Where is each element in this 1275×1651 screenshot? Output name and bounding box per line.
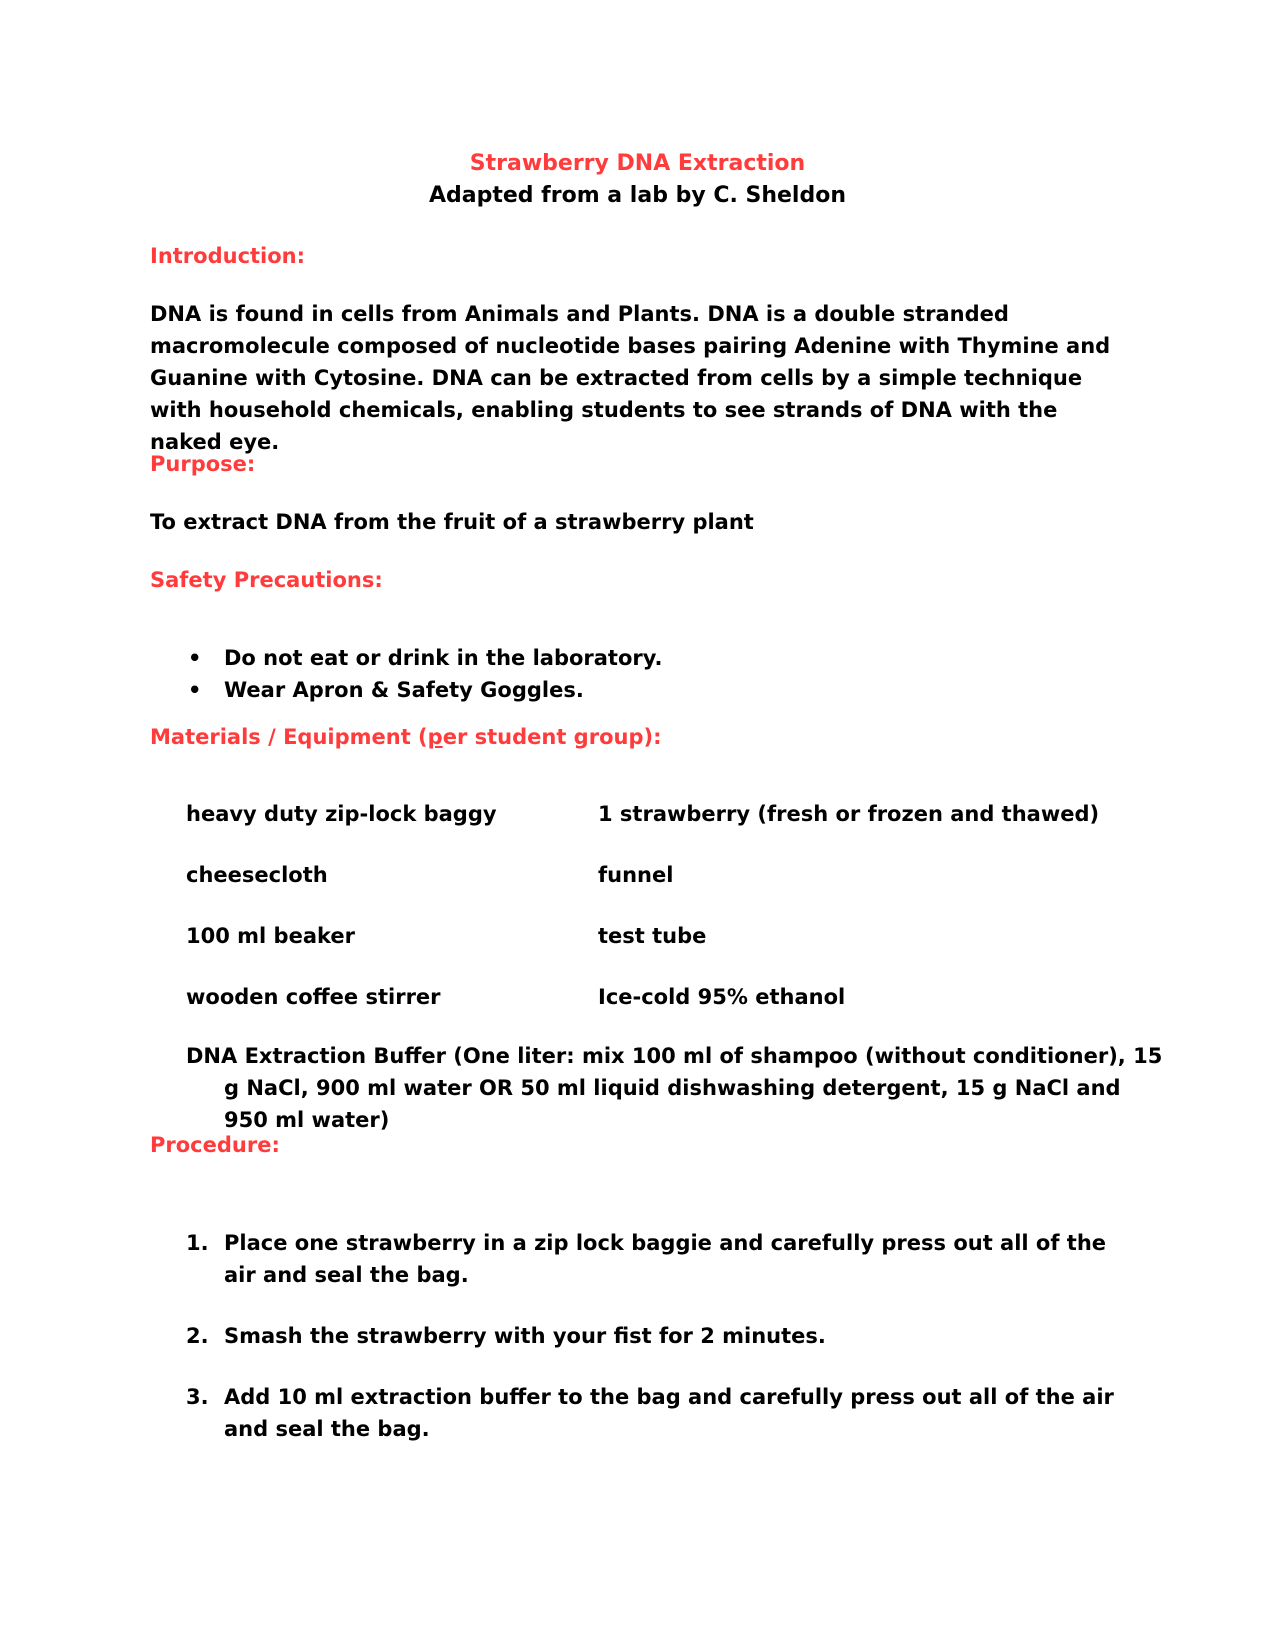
materials-heading (150, 722, 661, 752)
step-number: 3. (186, 1385, 209, 1409)
materials-list (186, 798, 1136, 1042)
step-number: 2. (186, 1324, 209, 1348)
material-item: 1 strawberry (fresh or frozen and thawed) (598, 802, 1100, 826)
step-number: 1. (186, 1231, 209, 1255)
material-item: cheesecloth (186, 863, 328, 887)
step-text: Place one strawberry in a zip lock baggie and carefully press out all of the air and seal the bag. (224, 1231, 1107, 1287)
material-item: funnel (598, 863, 674, 887)
procedure-step (186, 1227, 1126, 1291)
safety-item (150, 642, 663, 674)
safety-item-text: Wear Apron & Safety Goggles. (224, 678, 584, 702)
procedure-heading: Procedure: (150, 1133, 280, 1157)
purpose-text: To extract DNA from the fruit of a strawberry plant (150, 510, 754, 534)
materials-row (186, 981, 1136, 1042)
step-text: Smash the strawberry with your fist for 2 minutes. (224, 1324, 826, 1348)
material-item: test tube (598, 924, 707, 948)
extraction-buffer-text: DNA Extraction Buffer (One liter: mix 100 ml of shampoo (without conditioner), 15 g NaCl, 900 ml water OR 50 ml liquid dishwashing detergent, 15 g NaCl and 950 ml water) (186, 1044, 1163, 1132)
procedure-step (186, 1381, 1126, 1445)
document-subtitle: Adapted from a lab by C. Sheldon (428, 183, 847, 208)
materials-row (186, 798, 1136, 859)
materials-row (186, 859, 1136, 920)
materials-heading-part1: Materials / Equipment ( (150, 725, 428, 749)
material-item: 100 ml beaker (186, 924, 355, 948)
material-item: wooden coffee stirrer (186, 985, 441, 1009)
bullet-icon: • (188, 678, 202, 702)
purpose-heading: Purpose: (150, 452, 256, 476)
introduction-text: DNA is found in cells from Animals and Plants. DNA is a double stranded macromolecule composed of nucleotide bases pairing Adenine with Thymine and Guanine with Cytosine. DNA can be extracted from cells by a simple technique with household chemicals, enabling students to see strands of DNA with the naked eye. (150, 302, 1111, 454)
materials-heading-underlined: p (427, 725, 443, 749)
safety-heading: Safety Precautions: (150, 568, 383, 592)
safety-item-text: Do not eat or drink in the laboratory. (224, 646, 663, 670)
safety-list (150, 642, 663, 706)
bullet-icon: • (188, 646, 202, 670)
material-item: Ice-cold 95% ethanol (598, 985, 846, 1009)
procedure-step (186, 1320, 1126, 1352)
safety-item (150, 674, 663, 706)
materials-heading-part2: er student group): (442, 725, 662, 749)
document-title: Strawberry DNA Extraction (469, 151, 806, 176)
title-block (0, 148, 1275, 212)
procedure-steps (186, 1227, 1126, 1474)
materials-row (186, 920, 1136, 981)
material-item: heavy duty zip-lock baggy (186, 802, 497, 826)
introduction-heading: Introduction: (150, 244, 306, 268)
step-text: Add 10 ml extraction buffer to the bag and carefully press out all of the air and seal the bag. (224, 1385, 1114, 1441)
